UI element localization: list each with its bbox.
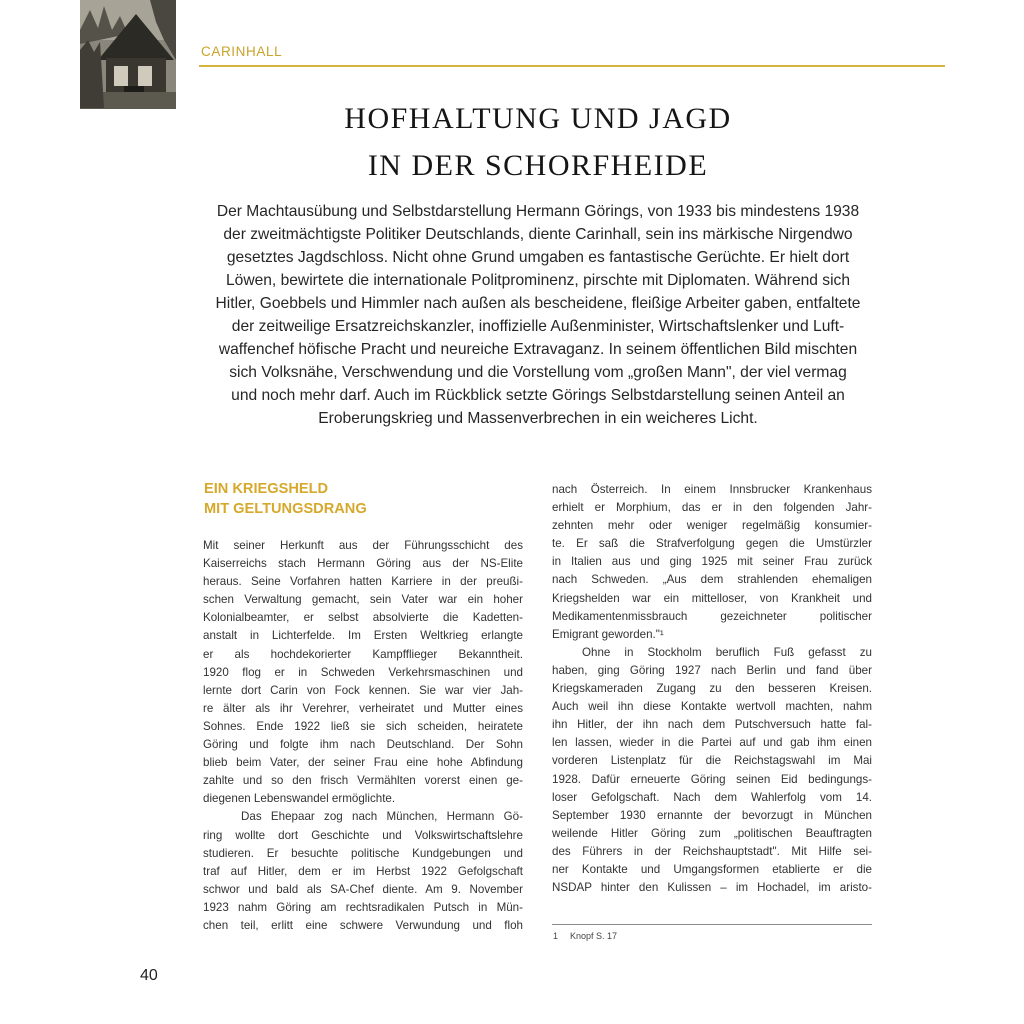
body-line: diegenen Lebenswandel ermöglichte. [203,792,396,806]
body-line: zehnten mehr oder weniger regelmäßig konsumier- [552,519,872,533]
body-line: Auch weil ihn diese Kontakte wertvoll machten, nahm [552,700,872,714]
body-line: vorderen Listenplatz für die Reichstagswahl im Mai [552,754,872,768]
body-line: anstalt in Lichterfelde. Im Ersten Weltkrieg erlangte [203,629,523,643]
section-subheading [204,479,524,519]
body-line: heraus. Seine Vorfahren hatten Karriere in der preußi- [203,575,523,589]
body-line: studieren. Er besuchte politische Kundgebungen und [203,846,523,860]
body-line: Kriegshelden war ein mittelloser, von Krankheit und [552,591,872,605]
body-line: des Führers in der Reichshauptstadt". Mit Hilfe sei- [552,844,872,858]
lead-line: Hitler, Goebbels und Himmler nach außen als bescheidene, fleißige Arbeiter gaben, entfaltete [215,295,861,312]
body-line: 1928. Dafür erneuerte Göring seinen Eid bedingungs- [552,772,872,786]
body-line: traf auf Hitler, dem er im Herbst 1922 Gefolgschaft [203,864,523,878]
lead-line: sich Volksnähe, Verschwendung und die Vorstellung vom „großen Mann", der viel vermag [229,364,847,381]
body-line: loser Gefolgschaft. Nach dem Wahlerfolg vom 14. [552,790,872,804]
header-photo-lodge [80,0,176,109]
lead-paragraph [208,200,868,430]
lead-line: und noch mehr darf. Auch im Rückblick setzte Görings Selbstdarstellung seinen Anteil an [231,387,845,404]
body-line: Göring und folgte ihm nach Deutschland. Der Sohn [203,738,523,752]
body-line: erhielt er Morphium, das er in den folgenden Jahr- [552,501,872,515]
footnote-rule [552,924,872,925]
lead-line: waffenchef höfische Pracht und neureiche Extravaganz. In seinem öffentlichen Bild mischten [218,341,858,358]
body-line: Kriegskameraden Zugang zu den besseren Kreisen. [552,682,872,696]
body-line: schen Verwaltung gemacht, sein Vater war ein hoher [203,593,523,607]
page-title [200,95,876,189]
body-line: in Italien aus und ging 1925 mit seiner Frau zurück [552,555,872,569]
title-line: HOFHALTUNG UND JAGD [344,102,732,135]
body-line: Medikamentenmissbrauch gezeichneter politischer [552,609,872,623]
body-line: weilende Hitler Göring zum „politischen Beauftragten [552,826,872,840]
lead-line: Der Machtausübung und Selbstdarstellung Hermann Görings, von 1933 bis mindestens 1938 [216,203,860,220]
body-line: Kolonialbeamter, er selbst absolvierte die Kadetten- [203,611,523,625]
body-line: ring wollte dort Geschichte und Volkswirtschaftslehre [203,828,523,842]
subhead-line: MIT GELTUNGSDRANG [204,501,367,517]
header-rule [199,65,945,67]
body-line: te. Er saß die Strafverfolgung gegen die Umstürzler [552,537,872,551]
footnote-text: Knopf S. 17 [570,931,618,941]
body-line: blieb beim Vater, der seiner Frau eine hohe Abfindung [203,756,523,770]
body-line: lernte dort Carin von Fock kennen. Sie war vier Jah- [203,683,523,697]
lead-line: Löwen, bewirtete die internationale Politprominenz, pirschte mit Diplomaten. Während sich [225,272,851,289]
subhead-line: EIN KRIEGSHELD [204,481,329,497]
section-label: CARINHALL [201,44,283,59]
body-line: haben, ging Göring 1927 nach Berlin und fand über [552,663,872,677]
body-line: len lassen, wieder in die Partei auf und gab ihm einen [552,736,872,750]
body-line: Das Ehepaar zog nach München, Hermann Gö- [241,810,523,824]
lead-line: gesetztes Jagdschloss. Nicht ohne Grund umgaben es fantastische Gerüchte. Er hielt dort [226,249,850,266]
body-line: nach Schweden. „Aus dem strahlenden ehemaligen [552,573,872,587]
body-line: Mit seiner Herkunft aus der Führungsschicht des [203,539,523,552]
body-line: ner Kontakte und Umgangsformen etablierte er die [552,862,872,876]
body-line: Kaiserreichs stach Hermann Göring aus der NS-Elite [203,557,523,571]
body-line: Sohnes. Ende 1922 ließ sie sich scheiden, heiratete [203,719,523,733]
body-line: Ohne in Stockholm beruflich Fuß gefasst zu [582,645,872,659]
lead-line: der zweitmächtigste Politiker Deutschlands, diente Carinhall, sein ins märkische Nirgendwo [223,226,853,243]
body-line: chen teil, erlitt eine schwere Verwundung und floh [203,918,523,932]
body-line: Emigrant geworden."¹ [552,627,664,641]
body-line: zahlte und so den frisch Vermählten vorerst einen ge- [203,774,523,788]
body-line: er als hochdekorierter Kampfflieger Bekanntheit. [203,647,523,661]
body-line: September 1930 ernannte der bevorzugt in München [552,808,872,822]
lead-line: der zeitweilige Ersatzreichskanzler, inoffizielle Außenminister, Wirtschaftslenker und Luft- [231,318,845,335]
body-line: ihn Hitler, der ihn nach dem Putschversuch hatte fal- [552,718,872,732]
body-line: 1920 flog er in Schweden Verkehrsmaschinen und [203,665,523,679]
title-line: IN DER SCHORFHEIDE [367,149,709,182]
footnote-number: 1 [553,931,559,941]
body-column-left [203,537,523,935]
footnote [553,931,617,941]
body-column-right [552,481,872,897]
lead-line: Eroberungskrieg und Massenverbrechen in ein weicheres Licht. [318,410,758,427]
body-line: nach Österreich. In einem Innsbrucker Krankenhaus [552,483,872,496]
body-line: 1923 nahm Göring am rechtsradikalen Putsch in Mün- [203,900,523,914]
page-number: 40 [140,967,158,984]
body-line: schwor und bald als SA-Chef diente. Am 9. November [203,882,523,896]
body-line: re älter als ihr Verehrer, verheiratet und Mutter eines [203,701,523,715]
body-line: NSDAP hinter den Kulissen – im Hochadel, im aristo- [552,881,872,895]
